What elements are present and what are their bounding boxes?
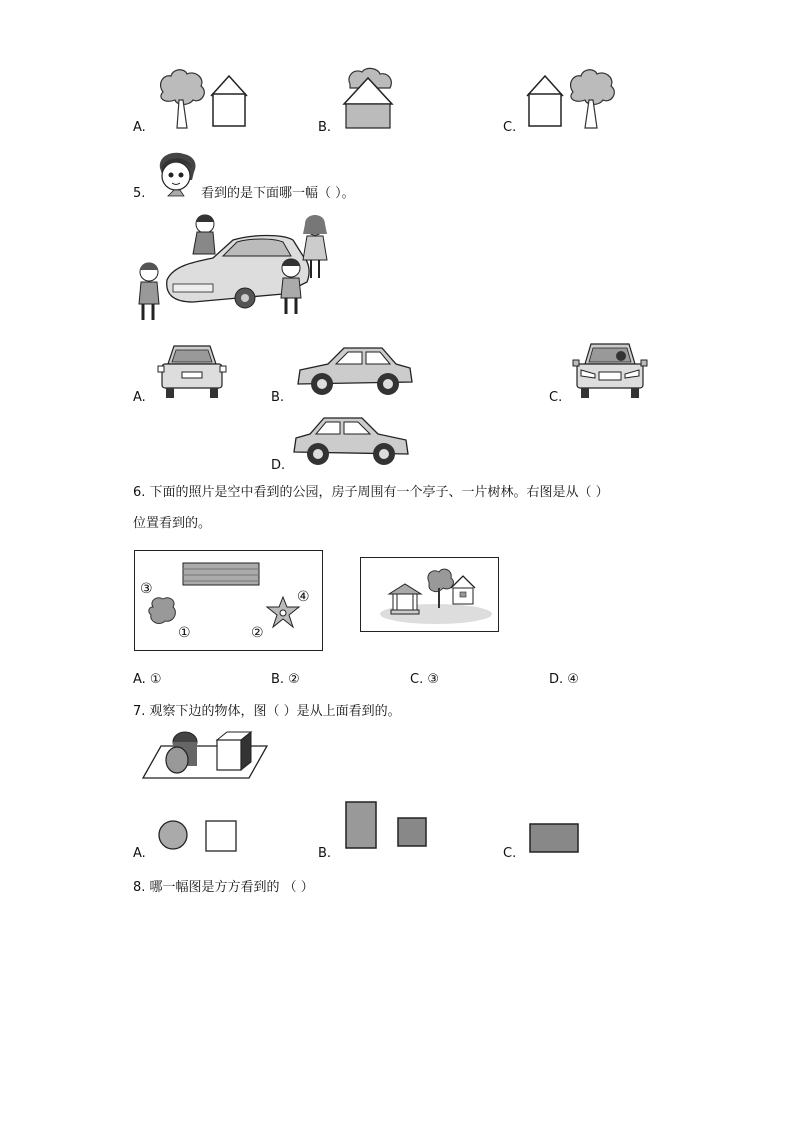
- park-side-view-photo: [360, 557, 499, 632]
- map-position-1-label: ①: [178, 625, 191, 641]
- park-side-view-scene: [381, 564, 491, 626]
- pavilion-top-view: [265, 595, 301, 631]
- children-around-car-scene: [133, 210, 333, 325]
- boy-head-icon: [154, 150, 200, 196]
- q4-option-a-label: A.: [133, 120, 146, 135]
- q5-option-b-label: B.: [271, 390, 285, 405]
- q4-option-b-label: B.: [318, 120, 332, 135]
- q4-option-b-tree-behind-house-picture: [340, 66, 400, 132]
- q7-question-text: 7. 观察下边的物体，图（ ）是从上面看到的。: [133, 704, 401, 719]
- q7-option-a-label: A.: [133, 846, 146, 861]
- q7-option-c-label: C.: [503, 846, 517, 861]
- trees-top-view: [147, 595, 179, 627]
- q6-question-line-2: 位置看到的。: [133, 516, 212, 531]
- car-front-view-picture: [573, 340, 647, 400]
- car-side-view-left-picture: [296, 344, 414, 398]
- map-position-4-label: ④: [297, 589, 310, 605]
- q6-option-a: A. ①: [133, 672, 162, 687]
- circle-and-square-picture: [156, 818, 240, 854]
- q6-question-line-1: 6. 下面的照片是空中看到的公园，房子周围有一个亭子、一片树林。右图是从（ ）: [133, 485, 609, 500]
- q6-option-d: D. ④: [549, 672, 579, 687]
- q5-question-text: 看到的是下面哪一幅（ ）。: [201, 186, 355, 201]
- wide-rectangle-picture: [528, 822, 580, 854]
- map-position-2-label: ②: [251, 625, 264, 641]
- q5-number: 5.: [133, 186, 146, 201]
- car-rear-view-picture: [158, 342, 226, 400]
- two-rectangles-picture: [344, 800, 430, 850]
- q8-question-text: 8. 哪一幅图是方方看到的 （ ）: [133, 880, 314, 895]
- q7-option-b-label: B.: [318, 846, 332, 861]
- house-roof-top-view: [181, 561, 261, 589]
- q4-option-c-house-tree-picture: [525, 66, 625, 132]
- q5-option-c-label: C.: [549, 390, 563, 405]
- park-aerial-map: [134, 550, 323, 651]
- cylinder-and-cube-on-board-picture: [141, 730, 269, 782]
- q6-option-c: C. ③: [410, 672, 439, 687]
- q4-option-c-label: C.: [503, 120, 517, 135]
- q5-option-a-label: A.: [133, 390, 146, 405]
- car-side-view-right-picture: [294, 414, 410, 468]
- map-position-3-label: ③: [140, 581, 153, 597]
- q6-option-b: B. ②: [271, 672, 300, 687]
- q4-option-a-tree-house-picture: [155, 66, 255, 132]
- q5-option-d-label: D.: [271, 458, 286, 473]
